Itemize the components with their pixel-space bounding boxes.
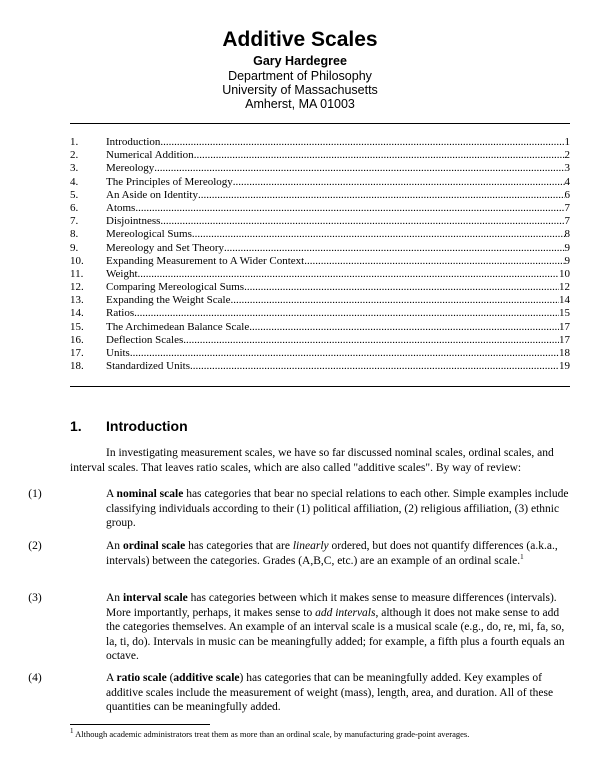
item-text: ) has categories that can be meaningfully added. Key examples of additive scales include the measurement of weight (mass), length, area, and duration. All of these quantities can be meaningfully added. (106, 672, 554, 713)
toc-page-number: 17 (559, 320, 570, 333)
toc-leader (190, 360, 559, 373)
toc-page-number: 4 (564, 175, 570, 188)
toc-title[interactable]: Standardized Units (106, 360, 191, 373)
toc-number: 11. (70, 267, 84, 280)
toc-entry[interactable] (70, 136, 570, 149)
toc-title[interactable]: Atoms (106, 201, 136, 214)
toc-number: 17. (70, 347, 84, 359)
header-rule (70, 123, 570, 124)
toc-entry[interactable] (70, 294, 570, 307)
item-text: A (106, 488, 117, 500)
list-item-nominal (28, 487, 570, 531)
toc-title[interactable]: Mereology (106, 162, 155, 175)
toc-entry[interactable] (70, 215, 570, 228)
toc-title[interactable]: Mereology and Set Theory (106, 241, 225, 254)
list-item-interval (28, 591, 570, 664)
footnote-rule (70, 724, 210, 725)
toc-entry[interactable] (70, 176, 570, 189)
toc-entry[interactable] (70, 281, 570, 294)
section-title: Introduction (106, 418, 188, 434)
term: ordinal scale (122, 540, 186, 552)
toc-number: 12. (70, 281, 84, 294)
term: nominal scale (116, 488, 184, 500)
footnote-text: Although academic administrators treat them as more than an ordinal scale, by manufacturing grade-point averages. (73, 729, 470, 739)
toc-entry[interactable] (70, 268, 570, 281)
toc-page-number: 15 (559, 307, 570, 320)
list-item-number: (3) (28, 592, 42, 604)
department: Department of Philosophy (228, 69, 372, 83)
list-item-number: (2) (28, 540, 42, 552)
item-text: An (106, 592, 123, 604)
toc-title[interactable]: Expanding Measurement to A Wider Context (106, 254, 305, 267)
toc-page-number: 2 (564, 149, 570, 162)
toc-title[interactable]: Units (106, 347, 130, 359)
toc-page-number: 3 (564, 162, 570, 175)
item-text: ordered, but does not quantify differences (a.k.a., intervals) between the categories. Grades (A,B,C, etc.) are an example of an ordinal scale. (106, 540, 558, 567)
toc-entry[interactable] (70, 242, 570, 255)
section-number: 1. (70, 418, 82, 434)
toc-number: 15. (70, 320, 84, 333)
item-text: has categories between which it makes sense to measure differences (intervals). More importantly, perhaps, it makes sense to (106, 592, 557, 619)
author-name: Gary Hardegree (253, 54, 347, 68)
toc-title[interactable]: The Archimedean Balance Scale (106, 320, 250, 333)
emphasis: add intervals (315, 606, 376, 619)
intro-paragraph: In investigating measurement scales, we have so far discussed nominal scales, ordinal scales, and interval scales. That leaves ratio scales, which are also called "additive scales". By way of review: (70, 447, 554, 474)
toc-number: 18. (70, 360, 84, 373)
term: interval scale (122, 592, 188, 604)
toc-page-number: 17 (559, 333, 570, 346)
document-header (0, 28, 600, 111)
document-title: Additive Scales (222, 28, 378, 51)
toc-entry[interactable] (70, 255, 570, 268)
toc-leader (230, 294, 559, 307)
item-text: has categories that bear no special relations to each other. Simple examples include classifying individuals according to their (1) political affiliation, (2) religious affiliation, (3) ethnic group. (106, 488, 569, 529)
toc-entry[interactable] (70, 149, 570, 162)
toc-entry[interactable] (70, 162, 570, 175)
toc-title[interactable]: Deflection Scales (106, 333, 184, 346)
toc-entry[interactable] (70, 307, 570, 320)
list-item-number: (4) (28, 672, 42, 684)
toc-leader (183, 334, 559, 347)
toc-page-number: 8 (564, 228, 570, 241)
term: additive scale (173, 672, 240, 684)
toc-page-number: 19 (559, 360, 570, 373)
toc-entry[interactable] (70, 360, 570, 373)
toc-leader (138, 268, 560, 281)
item-text: , although it does not make sense to add the categories themselves. An example of an interval scale is a musical scale (e.g., do, re, mi, fa, so, la, ti, do). Intervals in music can be meaningfully added; for example, a fifth plus a fourth equals an octave. (106, 606, 565, 662)
toc-leader (160, 215, 564, 228)
term: ratio scale (116, 672, 167, 684)
toc-number: 5. (70, 188, 79, 201)
table-of-contents (70, 136, 570, 373)
toc-number: 8. (70, 228, 79, 241)
toc-number: 7. (70, 215, 79, 228)
toc-title[interactable]: The Principles of Mereology (106, 175, 233, 188)
section-heading (70, 418, 188, 434)
toc-number: 1. (70, 136, 79, 148)
toc-entry[interactable] (70, 202, 570, 215)
toc-title[interactable]: Introduction (106, 136, 161, 148)
toc-leader (233, 176, 565, 189)
toc-page-number: 7 (564, 215, 570, 228)
toc-title[interactable]: Ratios (106, 307, 135, 320)
toc-number: 10. (70, 254, 84, 267)
toc-leader (198, 189, 565, 202)
toc-title[interactable]: Numerical Addition (106, 149, 194, 162)
toc-number: 16. (70, 333, 84, 346)
toc-page-number: 18 (559, 347, 570, 359)
toc-title[interactable]: Weight (106, 267, 138, 280)
footnote-marker[interactable]: 1 (520, 552, 524, 561)
toc-leader (304, 255, 564, 268)
toc-number: 14. (70, 307, 84, 320)
toc-leader (134, 307, 559, 320)
toc-page-number: 6 (564, 188, 570, 201)
list-item-number: (1) (28, 488, 42, 500)
toc-number: 6. (70, 201, 79, 214)
toc-leader (249, 321, 559, 334)
location: Amherst, MA 01003 (245, 97, 355, 111)
item-text: has categories that are (185, 540, 293, 552)
toc-leader (194, 149, 565, 162)
toc-page-number: 14 (559, 294, 570, 307)
list-item-ordinal (28, 539, 570, 568)
toc-page-number: 1 (564, 136, 570, 148)
toc-title[interactable]: Disjointness (106, 215, 161, 228)
emphasis: linearly (292, 540, 329, 552)
toc-entry[interactable] (70, 321, 570, 334)
toc-number: 13. (70, 294, 84, 307)
toc-page-number: 9 (564, 241, 570, 254)
toc-leader (135, 202, 564, 215)
footnote (70, 729, 570, 740)
toc-leader (154, 162, 564, 175)
university: University of Massachusetts (222, 83, 378, 97)
toc-number: 9. (70, 241, 79, 254)
toc-page-number: 12 (559, 281, 570, 294)
toc-leader (130, 347, 559, 360)
toc-leader (224, 242, 564, 255)
toc-page-number: 10 (559, 267, 570, 280)
toc-title[interactable]: Expanding the Weight Scale (106, 294, 231, 307)
toc-title[interactable]: Comparing Mereological Sums (106, 281, 245, 294)
toc-number: 3. (70, 162, 79, 175)
toc-page-number: 9 (564, 254, 570, 267)
item-text: ( (166, 672, 174, 684)
footnote-number: 1 (70, 727, 74, 736)
toc-number: 2. (70, 149, 79, 162)
toc-title[interactable]: An Aside on Identity (106, 188, 198, 201)
toc-rule (70, 386, 570, 387)
toc-leader (192, 228, 565, 241)
toc-entry[interactable] (70, 189, 570, 202)
item-text: A (106, 672, 117, 684)
toc-entry[interactable] (70, 347, 570, 360)
toc-entry[interactable] (70, 228, 570, 241)
toc-title[interactable]: Mereological Sums (106, 228, 192, 241)
list-item-ratio (28, 671, 570, 715)
toc-leader (244, 281, 559, 294)
item-text: An (106, 540, 123, 552)
toc-number: 4. (70, 175, 79, 188)
toc-page-number: 7 (564, 201, 570, 214)
toc-entry[interactable] (70, 334, 570, 347)
toc-leader (160, 136, 564, 149)
